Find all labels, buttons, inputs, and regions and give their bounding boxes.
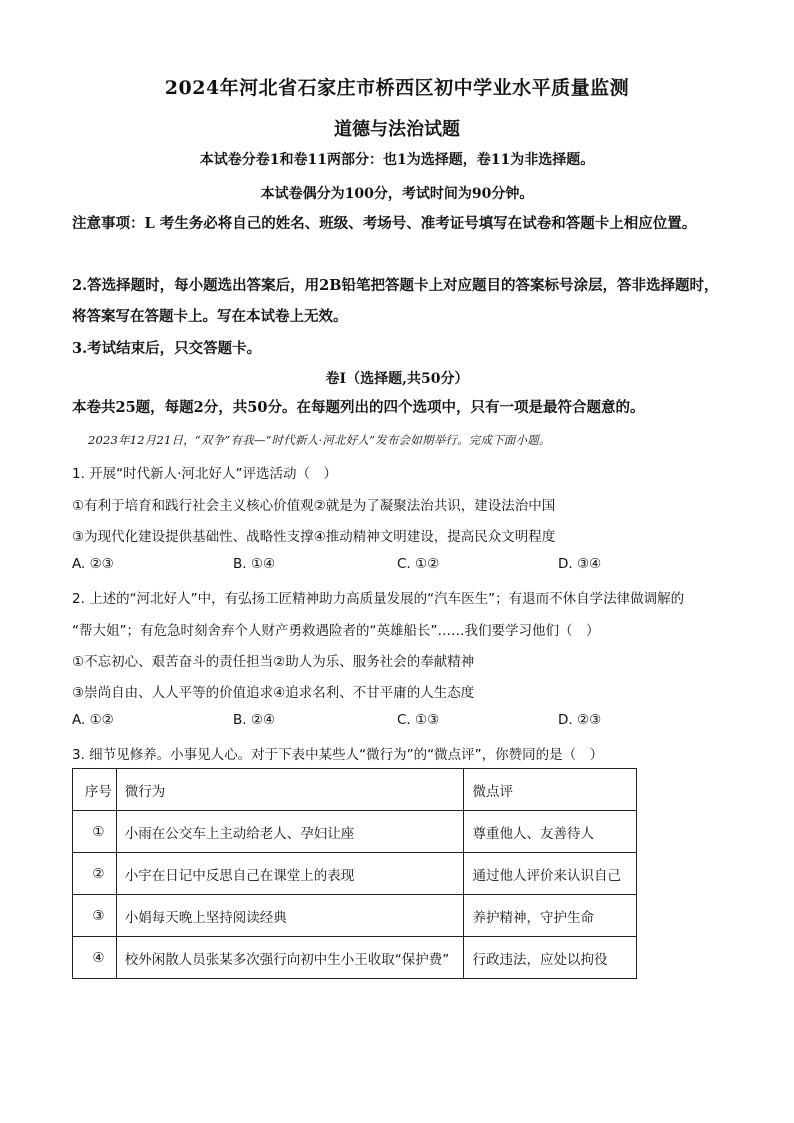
row-index: ④ [73,937,117,979]
question-context: 2023年12月21日，“双争”有我—“时代新人·河北好人”发布会如期举行。完成下面小题。 [88,433,551,447]
q2-stem-line-2: “帮大姐”；有危急时刻舍弃个人财产勇救遇险者的“英雄船长”……我们要学习他们（ ） [72,623,600,639]
q3-stem: 3. 细节见修养。小事见人心。对于下表中某些人“微行为”的“微点评”，你赞同的是（ ） [72,747,604,763]
table-row [73,937,637,979]
header-behavior: 微行为 [116,769,464,811]
q2-option-d[interactable]: D. ②③ [558,712,602,728]
section-intro: 本卷共25题，每题2分，共50分。在每题列出的四个选项中，只有一项是最符合题意的。 [72,399,645,416]
table-row [73,853,637,895]
q2-option-a[interactable]: A. ①② [72,712,114,728]
row-comment: 通过他人评价来认识自己 [464,853,637,895]
note-3: 3.考试结束后，只交答题卡。 [72,340,262,357]
row-index: ① [73,811,117,853]
q2-statements-1: ①不忘初心、艰苦奋斗的责任担当②助人为乐、服务社会的奉献精神 [72,654,475,670]
q2-statements-2: ③崇尚自由、人人平等的价值追求④追求名利、不甘平庸的人生态度 [72,685,475,701]
q2-option-b[interactable]: B. ②④ [233,712,276,728]
score-time-line: 本试卷偶分为100分，考试时间为90分钟。 [260,186,534,202]
q1-statements-2: ③为现代化建设提供基础性、战略性支撑④推动精神文明建设，提高民众文明程度 [72,529,556,545]
header-index: 序号 [73,769,117,811]
row-comment: 养护精神，守护生命 [464,895,637,937]
row-index: ② [73,853,117,895]
q1-option-a[interactable]: A. ②③ [72,556,114,572]
row-comment: 行政违法，应处以拘役 [464,937,637,979]
table-row [73,811,637,853]
q1-stem: 1. 开展“时代新人·河北好人”评选活动（ ） [72,466,337,482]
row-behavior: 小娟每天晚上坚持阅读经典 [116,895,464,937]
q2-stem-line-1: 2. 上述的“河北好人”中，有弘扬工匠精神助力高质量发展的“汽车医生”；有退而不休自学法律做调解的 [72,591,685,607]
q2-option-c[interactable]: C. ①③ [397,712,440,728]
row-comment: 尊重他人、友善待人 [464,811,637,853]
row-behavior: 校外闲散人员张某多次强行向初中生小王收取“保护费” [116,937,464,979]
row-behavior: 小雨在公交车上主动给老人、孕妇让座 [116,811,464,853]
table-row [73,895,637,937]
section-title: 卷Ⅰ（选择题,共50分） [325,371,469,387]
exam-title: 2024年河北省石家庄市桥西区初中学业水平质量监测 [164,77,630,99]
row-index: ③ [73,895,117,937]
q1-statements-1: ①有利于培育和践行社会主义核心价值观②就是为了凝聚法治共识，建设法治中国 [72,498,556,514]
header-comment: 微点评 [464,769,637,811]
q1-option-b[interactable]: B. ①④ [233,556,276,572]
q1-option-d[interactable]: D. ③④ [558,556,602,572]
subject-title: 道德与法治试题 [334,119,460,140]
q3-behavior-table [72,768,637,979]
note-2: 2.答选择题时，每小题选出答案后，用2B铅笔把答题卡上对应题目的答案标号涂层，答非选择题时，将答案写在答题卡上。写在本试卷上无效。 [72,277,719,325]
row-behavior: 小宇在日记中反思自己在课堂上的表现 [116,853,464,895]
note-1: 注意事项：L 考生务必将自己的姓名、班级、考场号、准考证号填写在试卷和答题卡上相应位置。 [72,215,697,232]
table-header-row [73,769,637,811]
q1-option-c[interactable]: C. ①② [397,556,440,572]
paper-structure-line: 本试卷分卷1和卷11两部分：也1为选择题，卷11为非选择题。 [199,152,595,168]
